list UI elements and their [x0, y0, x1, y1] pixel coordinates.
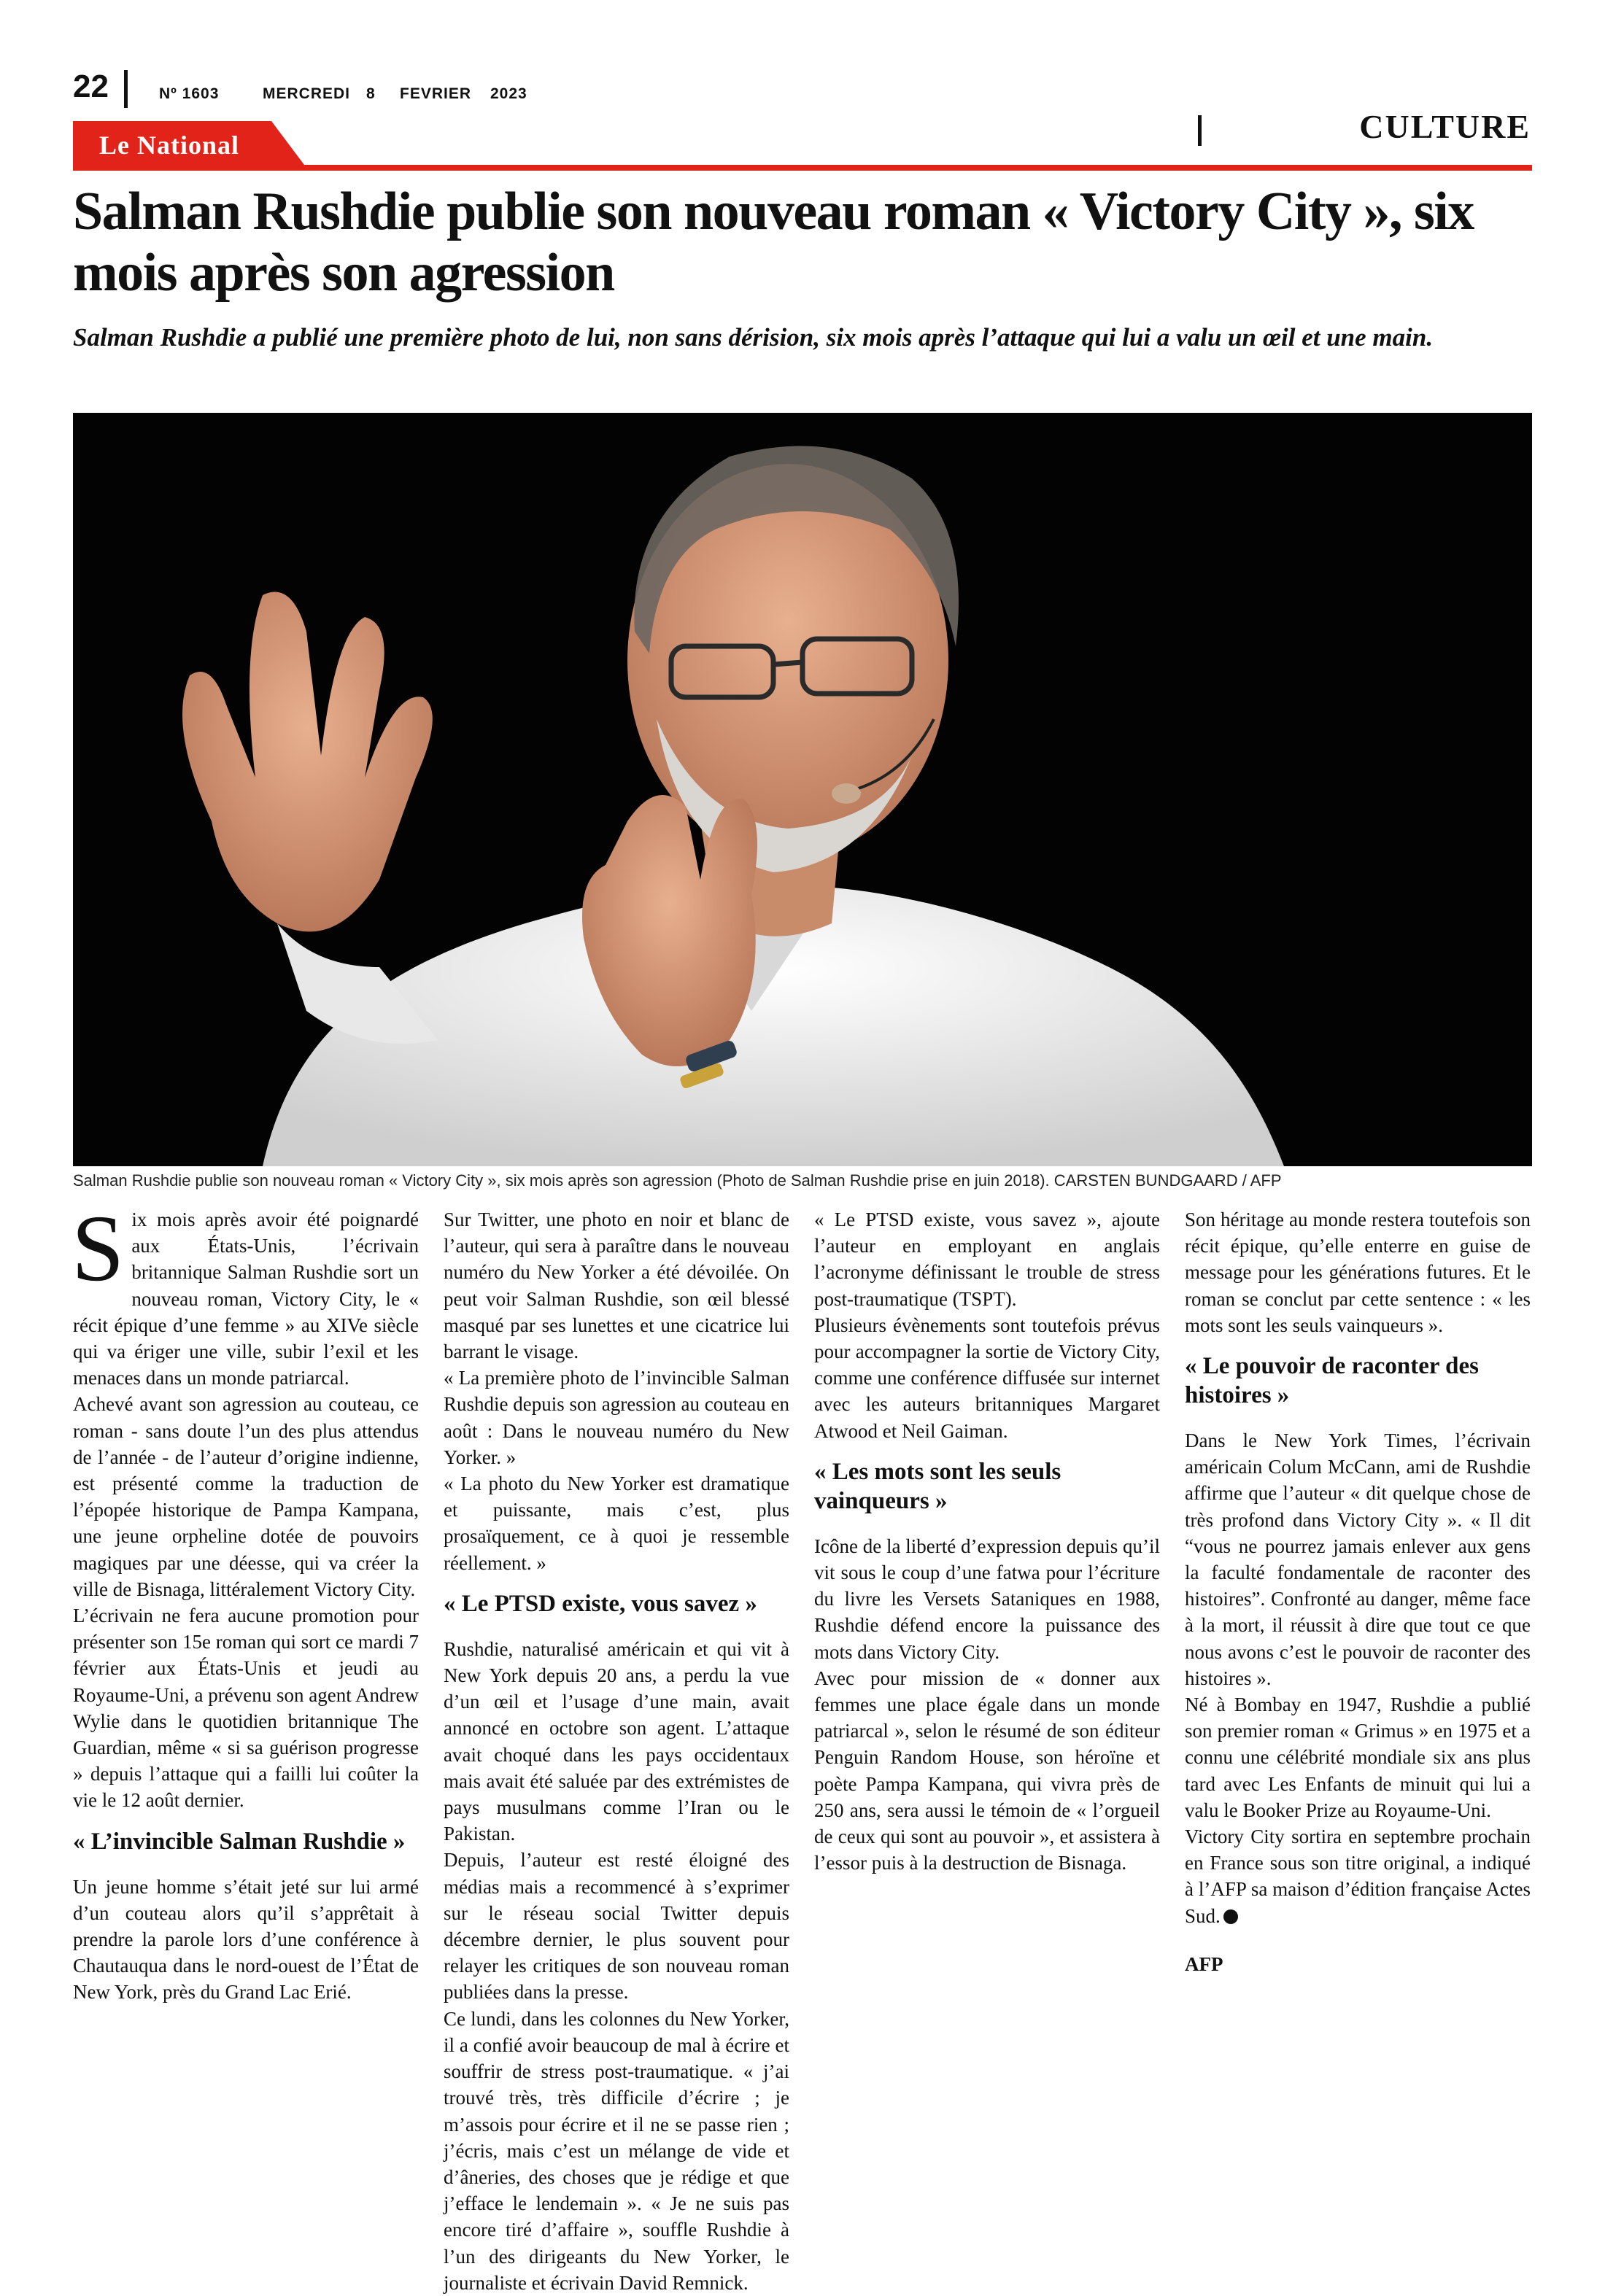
- drop-cap: S: [71, 1196, 125, 1301]
- standfirst: Salman Rushdie a publié une première photo de lui, non sans dérision, six mois après l’attaque qui lui a valu un œil et une main.: [73, 323, 1434, 352]
- article-paragraph: « La photo du New Yorker est dramatique et puissante, mais c’est, plus prosaïquement, ce à quoi je ressemble réellement. »: [444, 1473, 789, 1574]
- paragraph-text: Victory City sortira en septembre prochain en France sous son titre original, a indiqué à l’AFP sa maison d’édition française Actes Sud.: [1185, 1826, 1531, 1927]
- article-paragraph: Sur Twitter, une photo en noir et blanc de l’auteur, qui sera à paraître dans le nouveau numéro du New Yorker a été dévoilée. On peut voir Salman Rushdie, son œil blessé masqué par ses lunettes et une cicatrice lui barrant le visage.: [444, 1209, 789, 1363]
- article-paragraph: « Le PTSD existe, vous savez », ajoute l’auteur en employant en anglais l’acronyme définissant le trouble de stress post-traumatique (TSPT).: [814, 1209, 1160, 1310]
- subheading: « L’invincible Salman Rushdie »: [73, 1828, 406, 1855]
- article-paragraph: Rushdie, naturalisé américain et qui vit à New York depuis 20 ans, a perdu la vue d’un œil et l’usage d’une main, avait annoncé en octobre son agent. L’attaque avait choqué dans les pays occidentaux mais avait été saluée par des extrémistes de pays musulmans comme l’Iran ou le Pakistan.: [444, 1637, 789, 1845]
- portrait-illustration: [73, 413, 1532, 1166]
- article-column-4: [1185, 1206, 1531, 1977]
- headline: Salman Rushdie publie son nouveau roman « Victory City », six mois après son agression: [73, 182, 1474, 303]
- article-photo: [73, 413, 1532, 1166]
- article-paragraph: Dans le New York Times, l’écrivain américain Colum McCann, ami de Rushdie affirme que l’auteur « dit quelque chose de très profond dans Victory City ». « Il dit “vous ne pourrez jamais enlever aux gens la faculté fondamentale de raconter des histoires”. Confronté au danger, même face à la mort, il réussit à dire que tout ce que nous avons c’est le pouvoir de raconter des histoires ».: [1185, 1430, 1531, 1689]
- subheading: « Le PTSD existe, vous savez »: [444, 1590, 757, 1617]
- brand-logo-text: Le National: [99, 131, 240, 160]
- article-paragraph: Depuis, l’auteur est resté éloigné des médias mais a recommencé à s’exprimer sur le réseau social Twitter depuis décembre dernier, le plus souvent pour relayer les critiques de son nouveau roman publiées dans la presse.: [444, 1849, 789, 2004]
- article-signature: AFP: [1185, 1952, 1223, 1975]
- photo-caption: Salman Rushdie publie son nouveau roman « Victory City », six mois après son agression (Photo de Salman Rushdie prise en juin 2018). CARSTEN BUNDGAARD / AFP: [73, 1171, 1282, 1190]
- article-paragraph: Né à Bombay en 1947, Rushdie a publié son premier roman « Grimus » en 1975 et a connu une célébrité mondiale six ans plus tard avec Les Enfants de minuit qui lui a valu le Booker Prize au Royaume-Uni.: [1185, 1694, 1531, 1821]
- article-paragraph: Ce lundi, dans les colonnes du New Yorker, il a confié avoir beaucoup de mal à écrire et souffrir de stress post-traumatique. « j’ai trouvé très, très difficile d’écrire ; je m’assois pour écrire et il ne se passe rien ; j’écris, mais c’est un mélange de vide et d’âneries, des choses que je rédige et que j’efface le lendemain ». « Je ne suis pas encore tiré d’affaire », souffle Rushdie à l’un des dirigeants du New Yorker, le journaliste et écrivain David Remnick.: [444, 2007, 789, 2294]
- end-of-article-icon: [1223, 1909, 1238, 1924]
- article-paragraph: Un jeune homme s’était jeté sur lui armé d’un couteau alors qu’il s’apprêtait à prendre la parole lors d’une conférence à Chautauqua dans le nord-ouest de l’État de New York, près du Grand Lac Erié.: [73, 1875, 419, 2004]
- date-month: FEVRIER: [400, 85, 472, 102]
- article-paragraph: « La première photo de l’invincible Salman Rushdie depuis son agression au couteau en août : Dans le nouveau numéro du New Yorker. »: [444, 1367, 789, 1468]
- header-rule: [73, 165, 1532, 171]
- article-paragraph: Achevé avant son agression au couteau, ce roman - sans doute l’un des plus attendus de l’année - de l’auteur d’origine indienne, est présenté comme la traduction de l’épopée historique de Pampa Kampana, une jeune orpheline dotée de pouvoirs magiques par une déesse, qui va créer la ville de Bisnaga, littéralement Victory City.: [73, 1393, 419, 1600]
- date-day: MERCREDI: [263, 85, 351, 102]
- date-year: 2023: [490, 85, 527, 102]
- subheading: « Le pouvoir de raconter des histoires »: [1185, 1353, 1480, 1409]
- article-paragraph: Avec pour mission de « donner aux femmes une place égale dans un monde patriarcal », selon le résumé de son éditeur Penguin Random House, son héroïne et poète Pampa Kampana, qui vivra près de 250 ans, sera aussi le témoin de « l’orgueil de ceux qui sont au pouvoir », et assistera à l’essor puis à la destruction de Bisnaga.: [814, 1667, 1160, 1874]
- article-column-3: [814, 1206, 1160, 1876]
- article-paragraph: L’écrivain ne fera aucune promotion pour présenter son 15e roman qui sort ce mardi 7 février aux États-Unis et jeudi au Royaume-Uni, a prévenu son agent Andrew Wylie dans le quotidien britannique The Guardian, même « si sa guérison progresse » depuis l’attaque qui a failli lui coûter la vie le 12 août dernier.: [73, 1605, 419, 1812]
- date-num: 8: [366, 85, 376, 102]
- section-divider: [1198, 115, 1202, 146]
- paragraph-text: ix mois après avoir été poignardé aux États-Unis, l’écrivain britannique Salman Rushdie sort un nouveau roman, Victory City, le « récit épique d’une femme » au XIVe siècle qui va ériger une ville, subir l’exil et les menaces dans un monde patriarcal.: [73, 1209, 419, 1389]
- article-paragraph: Icône de la liberté d’expression depuis qu’il vit sous le coup d’une fatwa pour l’écriture du livre les Versets Sataniques en 1988, Rushdie défend encore la puissance des mots dans Victory City.: [814, 1535, 1160, 1663]
- issue-number: Nº 1603: [159, 85, 220, 102]
- page-number-divider: [124, 70, 128, 108]
- article-column-1: [71, 1196, 419, 2006]
- subheading: « Les mots sont les seuls vainqueurs »: [814, 1458, 1061, 1514]
- article-paragraph: [71, 1196, 419, 1391]
- article-column-2: [444, 1206, 789, 2296]
- article-paragraph: Plusieurs évènements sont toutefois prévus pour accompagner la sortie de Victory City, comme une conférence diffusée sur internet avec les auteurs britanniques Margaret Atwood et Neil Gaiman.: [814, 1314, 1160, 1442]
- page-number: 22: [73, 69, 109, 104]
- article-paragraph: [1185, 1823, 1531, 1929]
- article-paragraph: Son héritage au monde restera toutefois son récit épique, qu’elle enterre en guise de message pour les générations futures. Et le roman se conclut par cette sentence : « les mots sont les seuls vainqueurs ».: [1185, 1209, 1531, 1336]
- section-label: CULTURE: [1359, 108, 1531, 145]
